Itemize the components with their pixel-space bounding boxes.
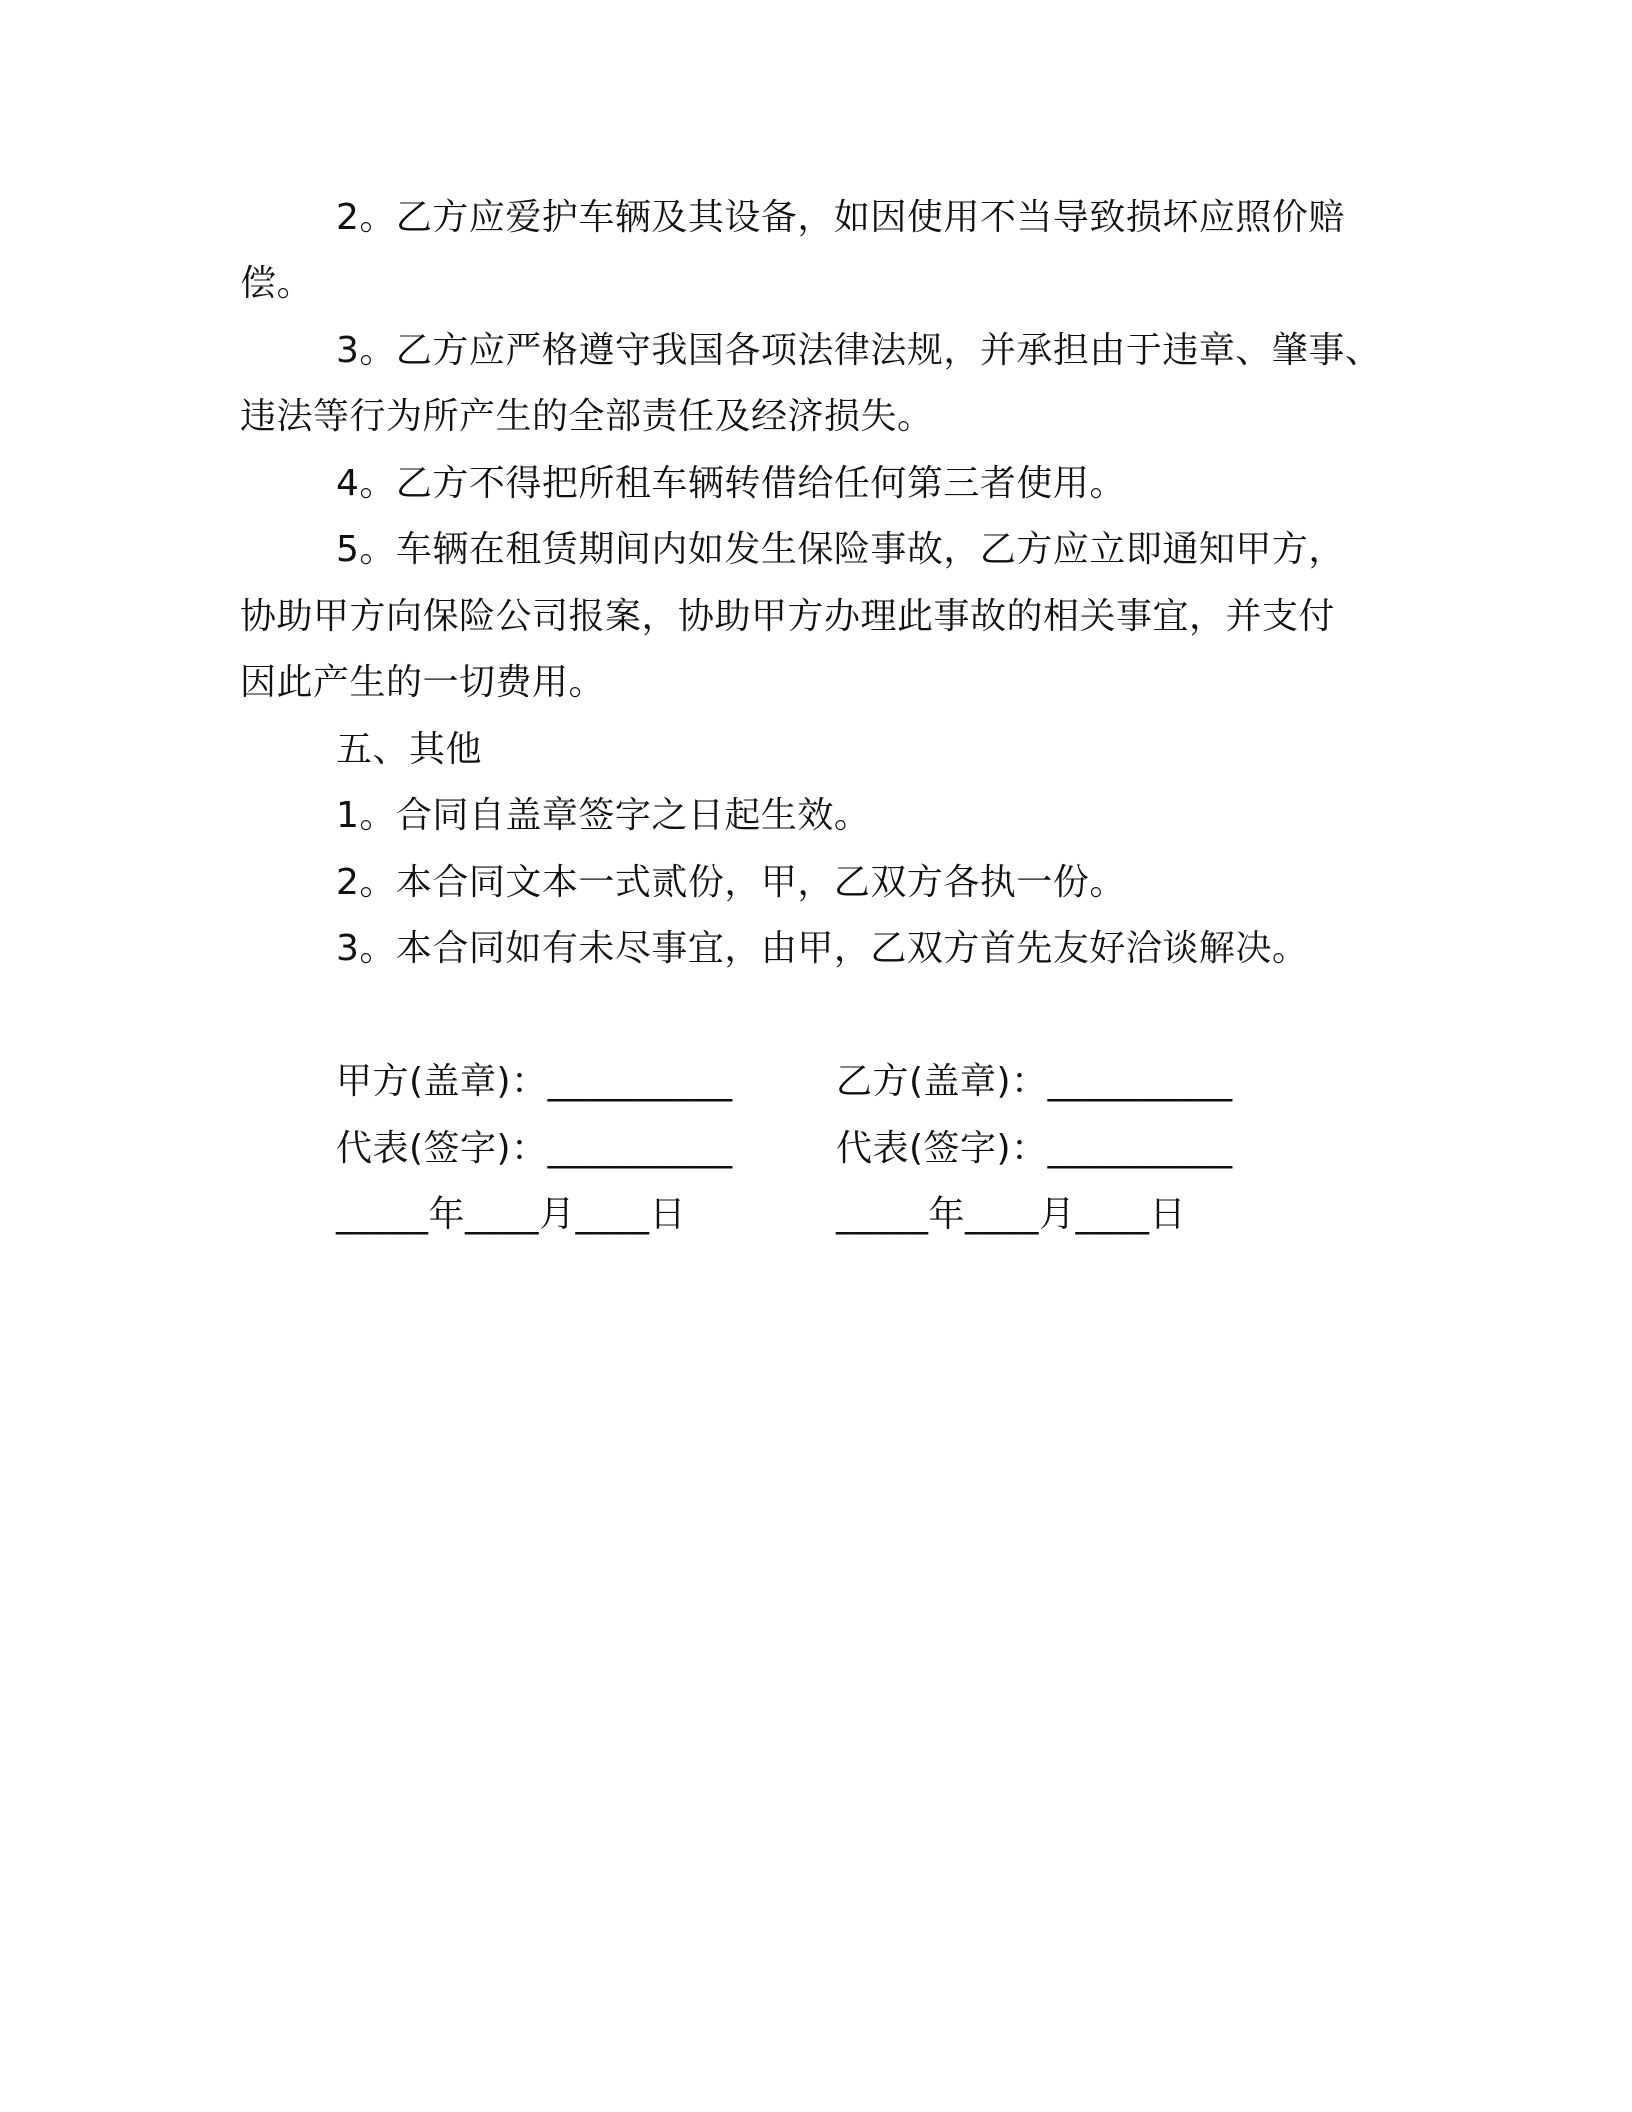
clause-4-line-1: 4。乙方不得把所租车辆转借给任何第三者使用。	[336, 463, 1126, 504]
party-a-rep-field: 代表(签字)：__________	[336, 1128, 733, 1169]
clause-5-line-2: 协助甲方向保险公司报案，协助甲方办理此事故的相关事宜，并支付	[240, 596, 1336, 637]
section-five-item-2: 2。本合同文本一式贰份，甲，乙双方各执一份。	[336, 862, 1126, 903]
clause-5-line-1: 5。车辆在租赁期间内如发生保险事故，乙方应立即通知甲方，	[336, 529, 1345, 570]
clause-5-line-3: 因此产生的一切费用。	[240, 662, 606, 703]
clause-3-line-2: 违法等行为所产生的全部责任及经济损失。	[240, 396, 934, 437]
section-five-heading: 五、其他	[336, 729, 483, 770]
party-b-seal-field: 乙方(盖章)：__________	[836, 1061, 1233, 1102]
clause-2-line-2: 偿。	[240, 263, 314, 304]
party-a-date-field: _____年____月____日	[336, 1194, 687, 1235]
section-five-item-1: 1。合同自盖章签字之日起生效。	[336, 795, 871, 836]
party-b-rep-field: 代表(签字)：__________	[836, 1128, 1233, 1169]
party-a-seal-field: 甲方(盖章)：__________	[336, 1061, 733, 1102]
section-five-item-3: 3。本合同如有未尽事宜，由甲，乙双方首先友好洽谈解决。	[336, 928, 1309, 969]
party-b-date-field: _____年____月____日	[836, 1194, 1187, 1235]
clause-2-line-1: 2。乙方应爱护车辆及其设备，如因使用不当导致损坏应照价赔	[336, 197, 1345, 238]
clause-3-line-1: 3。乙方应严格遵守我国各项法律法规，并承担由于违章、肇事、	[336, 330, 1382, 371]
